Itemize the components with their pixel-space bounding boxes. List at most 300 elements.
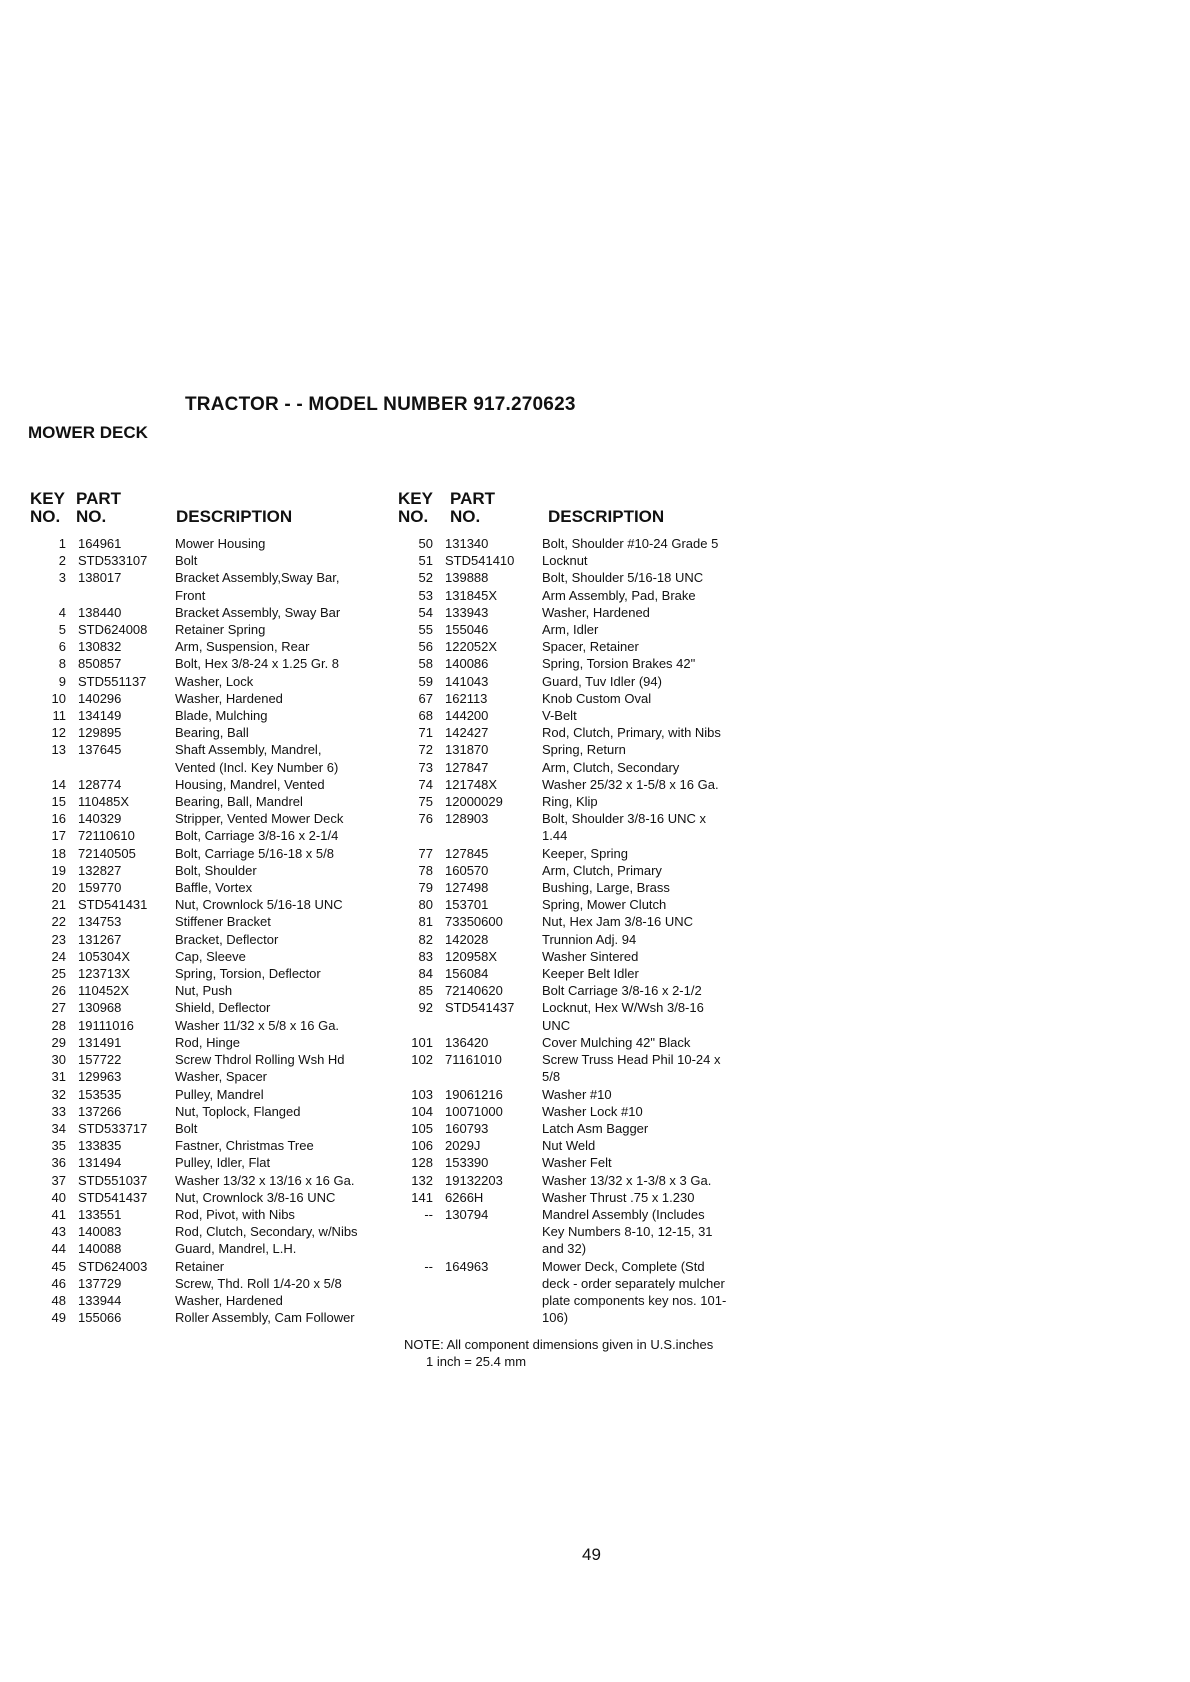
key-number: 78 (418, 862, 433, 878)
parts-row (407, 999, 767, 1033)
note-conversion: 1 inch = 25.4 mm (426, 1354, 527, 1369)
key-number: 74 (418, 776, 433, 792)
part-number: 137266 (78, 1103, 122, 1119)
part-description: Washer Felt (542, 1155, 612, 1171)
key-number: 35 (51, 1138, 66, 1154)
parts-list-right (407, 535, 767, 1326)
key-number: 2 (58, 553, 66, 569)
part-number: STD541437 (78, 1189, 148, 1205)
part-number: 133943 (445, 604, 489, 620)
parts-row (407, 741, 767, 758)
part-number: STD551137 (78, 673, 147, 689)
key-number: 44 (51, 1241, 66, 1257)
part-number: 19061216 (445, 1086, 503, 1102)
parts-row (407, 569, 767, 586)
part-number: 140329 (78, 811, 122, 827)
part-number: 19111016 (78, 1017, 134, 1033)
key-number: 53 (418, 587, 433, 603)
part-number: 138440 (78, 604, 122, 620)
parts-row (407, 621, 767, 638)
section-title: MOWER DECK (28, 423, 148, 442)
key-number: 83 (418, 948, 433, 964)
part-description: Spacer, Retainer (542, 639, 639, 655)
key-number: 32 (51, 1086, 66, 1102)
key-number: 3 (58, 570, 66, 586)
parts-row (40, 1103, 380, 1120)
parts-row (40, 931, 380, 948)
part-description: Bolt, Shoulder 3/8-16 UNC x 1.44 (542, 811, 707, 844)
part-number: 133835 (78, 1138, 122, 1154)
part-description: Mower Housing (175, 536, 266, 551)
part-description: Nut, Hex Jam 3/8-16 UNC (542, 914, 693, 930)
key-number: 34 (51, 1120, 66, 1136)
part-description: V-Belt (542, 708, 577, 724)
part-description: Bolt, Shoulder (175, 862, 257, 878)
key-number: 71 (418, 725, 433, 741)
parts-row (407, 965, 767, 982)
part-description: Pulley, Mandrel (175, 1086, 264, 1102)
parts-row (407, 1120, 767, 1137)
key-number: 26 (51, 983, 66, 999)
part-description: Bolt, Shoulder #10-24 Grade 5 (542, 536, 719, 551)
key-number: 73 (418, 759, 433, 775)
parts-row (40, 1034, 380, 1051)
key-number: 75 (418, 794, 433, 810)
part-number: 153701 (445, 897, 489, 913)
part-description: Spring, Torsion Brakes 42" (542, 656, 696, 672)
part-number: 2029J (445, 1138, 481, 1154)
part-description: Nut Weld (542, 1138, 596, 1154)
key-number: 51 (418, 553, 433, 569)
parts-row (407, 759, 767, 776)
part-number: 130832 (78, 639, 122, 655)
parts-row (40, 1223, 380, 1240)
part-description: Bolt (175, 553, 198, 569)
part-number: 131870 (445, 742, 489, 758)
parts-row (407, 1137, 767, 1154)
part-description: Screw, Thd. Roll 1/4-20 x 5/8 (175, 1275, 342, 1291)
part-description: Keeper Belt Idler (542, 966, 639, 982)
part-number: 131494 (78, 1155, 122, 1171)
part-description: Screw Truss Head Phil 10-24 x 5/8 (542, 1052, 721, 1085)
part-description: Ring, Klip (542, 794, 598, 810)
part-number: 162113 (445, 690, 488, 706)
parts-row (40, 1137, 380, 1154)
part-number: 72110610 (78, 828, 135, 844)
part-description: Shaft Assembly, Mandrel, Vented (Incl. Key Number 6) (175, 742, 339, 775)
key-number: 46 (51, 1275, 66, 1291)
part-number: 127847 (445, 759, 489, 775)
part-number: 129963 (78, 1069, 122, 1085)
key-number: 85 (418, 983, 433, 999)
parts-row (40, 569, 380, 603)
part-number: 19132203 (445, 1172, 503, 1188)
key-number: -- (424, 1258, 433, 1274)
part-description: Housing, Mandrel, Vented (175, 776, 325, 792)
part-number: 164963 (445, 1258, 489, 1274)
key-number: 50 (418, 536, 433, 551)
part-description: Baffle, Vortex (175, 880, 253, 896)
parts-row (407, 879, 767, 896)
parts-row (40, 604, 380, 621)
parts-row (407, 1034, 767, 1051)
part-description: Rod, Clutch, Primary, with Nibs (542, 725, 721, 741)
parts-row (40, 1258, 380, 1275)
part-description: Keeper, Spring (542, 845, 629, 861)
key-number: 106 (411, 1138, 433, 1154)
part-description: Retainer (175, 1258, 225, 1274)
part-description: Bearing, Ball, Mandrel (175, 794, 303, 810)
parts-row (40, 690, 380, 707)
key-number: 43 (51, 1224, 66, 1240)
key-number: 59 (418, 673, 433, 689)
part-number: 105304X (78, 948, 131, 964)
parts-row (407, 776, 767, 793)
header-no-left: NO. (30, 507, 61, 526)
part-description: Nut, Push (175, 983, 233, 999)
key-number: 10 (51, 690, 66, 706)
key-number: 52 (418, 570, 433, 586)
part-description: Washer, Spacer (175, 1069, 268, 1085)
parts-row (407, 1189, 767, 1206)
part-description: Arm Assembly, Pad, Brake (542, 587, 696, 603)
parts-row (40, 827, 380, 844)
parts-row (40, 776, 380, 793)
key-number: -- (424, 1206, 433, 1222)
parts-row (40, 982, 380, 999)
part-number: 72140620 (445, 983, 503, 999)
key-number: 104 (411, 1103, 433, 1119)
parts-row (407, 810, 767, 844)
parts-row (407, 1206, 767, 1258)
part-number: 71161010 (445, 1052, 502, 1068)
key-number: 21 (51, 897, 66, 913)
header-description-left: DESCRIPTION (176, 507, 293, 526)
part-number: 142028 (445, 931, 489, 947)
part-number: 130968 (78, 1000, 122, 1016)
note (404, 1336, 713, 1370)
page-number: 49 (582, 1545, 601, 1564)
parts-row (40, 1309, 380, 1326)
key-number: 128 (411, 1155, 433, 1171)
part-description: Locknut, Hex W/Wsh 3/8-16 UNC (542, 1000, 704, 1033)
part-number: 153535 (78, 1086, 122, 1102)
part-description: Roller Assembly, Cam Follower (175, 1310, 355, 1326)
part-description: Bolt, Carriage 3/8-16 x 2-1/4 (175, 828, 339, 844)
part-number: 131845X (445, 587, 498, 603)
parts-row (407, 638, 767, 655)
parts-row (40, 793, 380, 810)
key-number: 18 (51, 845, 66, 861)
part-description: Screw Thdrol Rolling Wsh Hd (175, 1052, 345, 1068)
part-number: 140083 (78, 1224, 122, 1240)
part-number: STD533107 (78, 553, 148, 569)
parts-row (40, 845, 380, 862)
parts-row (40, 673, 380, 690)
page-title: TRACTOR - - MODEL NUMBER 917.270623 (185, 394, 576, 415)
part-number: 110485X (78, 794, 130, 810)
part-description: Washer Sintered (542, 948, 639, 964)
key-number: 11 (52, 708, 66, 724)
key-number: 16 (51, 811, 66, 827)
parts-row (407, 948, 767, 965)
parts-row (407, 1051, 767, 1085)
parts-row (40, 896, 380, 913)
parts-row (40, 1275, 380, 1292)
parts-row (40, 724, 380, 741)
part-number: 131340 (445, 536, 489, 551)
part-number: 850857 (78, 656, 122, 672)
part-description: Bearing, Ball (175, 725, 249, 741)
part-number: 121748X (445, 776, 498, 792)
parts-row (407, 1258, 767, 1327)
part-description: Mower Deck, Complete (Std deck - order separately mulcher plate components key nos. 101- 106) (542, 1258, 727, 1326)
parts-row (40, 1017, 380, 1034)
parts-row (40, 1068, 380, 1085)
part-description: Washer, Lock (175, 673, 254, 689)
part-number: 122052X (445, 639, 498, 655)
part-description: Bracket, Deflector (175, 931, 279, 947)
part-description: Washer 11/32 x 5/8 x 16 Ga. (175, 1017, 340, 1033)
part-description: Latch Asm Bagger (542, 1120, 649, 1136)
key-number: 102 (411, 1052, 433, 1068)
part-number: 133551 (78, 1206, 122, 1222)
part-description: Fastner, Christmas Tree (175, 1138, 314, 1154)
part-description: Cap, Sleeve (175, 948, 246, 964)
part-number: STD551037 (78, 1172, 148, 1188)
parts-row (40, 1292, 380, 1309)
part-number: 127845 (445, 845, 489, 861)
part-description: Washer Lock #10 (542, 1103, 643, 1119)
key-number: 31 (51, 1069, 66, 1085)
part-number: 139888 (445, 570, 489, 586)
part-description: Arm, Idler (542, 622, 599, 638)
part-description: Rod, Hinge (175, 1034, 241, 1050)
parts-row (407, 982, 767, 999)
part-description: Trunnion Adj. 94 (542, 931, 637, 947)
parts-row (407, 535, 767, 552)
header-part-no-right: NO. (450, 507, 481, 526)
part-number: 110452X (78, 983, 130, 999)
key-number: 82 (418, 931, 433, 947)
parts-row (407, 1172, 767, 1189)
parts-row (40, 638, 380, 655)
parts-row (40, 1154, 380, 1171)
part-number: 132827 (78, 862, 122, 878)
key-number: 48 (51, 1292, 66, 1308)
part-description: Pulley, Idler, Flat (175, 1155, 271, 1171)
part-description: Guard, Mandrel, L.H. (175, 1241, 297, 1257)
part-description: Washer 13/32 x 13/16 x 16 Ga. (175, 1172, 355, 1188)
parts-row (407, 931, 767, 948)
parts-row (40, 862, 380, 879)
parts-row (40, 535, 380, 552)
part-description: Washer #10 (542, 1086, 612, 1102)
part-number: 141043 (445, 673, 489, 689)
key-number: 58 (418, 656, 433, 672)
part-number: 131491 (78, 1034, 122, 1050)
parts-row (40, 948, 380, 965)
key-number: 141 (411, 1189, 433, 1205)
part-number: 160793 (445, 1120, 489, 1136)
key-number: 29 (51, 1034, 66, 1050)
part-number: STD541431 (78, 897, 148, 913)
part-description: Washer, Hardened (175, 1292, 283, 1308)
part-number: 128903 (445, 811, 489, 827)
parts-row (407, 896, 767, 913)
parts-row (40, 655, 380, 672)
key-number: 9 (58, 673, 66, 689)
key-number: 77 (418, 845, 433, 861)
key-number: 45 (51, 1258, 66, 1274)
part-number: 142427 (445, 725, 489, 741)
part-number: 140296 (78, 690, 122, 706)
key-number: 13 (51, 742, 66, 758)
parts-row (40, 552, 380, 569)
part-number: STD541437 (445, 1000, 515, 1016)
part-description: Cover Mulching 42" Black (542, 1034, 691, 1050)
part-description: Nut, Crownlock 3/8-16 UNC (175, 1189, 336, 1205)
parts-row (40, 1172, 380, 1189)
key-number: 72 (418, 742, 433, 758)
header-part-right: PART (450, 489, 496, 508)
key-number: 81 (418, 914, 433, 930)
parts-row (407, 655, 767, 672)
part-description: Washer 25/32 x 1-5/8 x 16 Ga. (542, 776, 719, 792)
key-number: 8 (58, 656, 66, 672)
key-number: 19 (51, 862, 66, 878)
key-number: 6 (58, 639, 66, 655)
parts-row (407, 690, 767, 707)
parts-row (407, 707, 767, 724)
note-text: NOTE: All component dimensions given in U.S.inches (404, 1337, 714, 1352)
parts-row (40, 1240, 380, 1257)
part-description: Rod, Clutch, Secondary, w/Nibs (175, 1224, 358, 1240)
key-number: 17 (51, 828, 66, 844)
parts-row (407, 587, 767, 604)
header-part-left: PART (76, 489, 122, 508)
part-description: Nut, Crownlock 5/16-18 UNC (175, 897, 343, 913)
key-number: 12 (51, 725, 66, 741)
key-number: 28 (51, 1017, 66, 1033)
part-number: 155066 (78, 1310, 122, 1326)
part-number: 12000029 (445, 794, 503, 810)
part-description: Bracket Assembly, Sway Bar (175, 604, 341, 620)
part-description: Bracket Assembly,Sway Bar, Front (175, 570, 340, 603)
key-number: 84 (418, 966, 433, 982)
part-number: 153390 (445, 1155, 489, 1171)
key-number: 105 (411, 1120, 433, 1136)
part-number: 140086 (445, 656, 489, 672)
part-number: 128774 (78, 776, 122, 792)
key-number: 25 (51, 966, 66, 982)
part-description: Spring, Return (542, 742, 626, 758)
key-number: 30 (51, 1052, 66, 1068)
part-description: Bolt (175, 1120, 198, 1136)
part-number: STD533717 (78, 1120, 148, 1136)
parts-row (40, 1206, 380, 1223)
parts-row (40, 1189, 380, 1206)
parts-row (40, 1051, 380, 1068)
key-number: 132 (411, 1172, 433, 1188)
part-description: Washer, Hardened (542, 604, 650, 620)
part-number: 130794 (445, 1206, 489, 1222)
parts-row (407, 1103, 767, 1120)
part-number: 144200 (445, 708, 489, 724)
part-description: Locknut (542, 553, 588, 569)
part-description: Washer Thrust .75 x 1.230 (542, 1189, 695, 1205)
parts-row (407, 1154, 767, 1171)
part-description: Mandrel Assembly (Includes Key Numbers 8-10, 12-15, 31 and 32) (542, 1206, 713, 1257)
part-number: 129895 (78, 725, 122, 741)
part-number: 138017 (78, 570, 122, 586)
part-description: Washer 13/32 x 1-3/8 x 3 Ga. (542, 1172, 712, 1188)
key-number: 23 (51, 931, 66, 947)
part-description: Bolt, Shoulder 5/16-18 UNC (542, 570, 704, 586)
header-no-right: NO. (398, 507, 429, 526)
key-number: 79 (418, 880, 433, 896)
parts-row (40, 999, 380, 1016)
key-number: 14 (51, 776, 66, 792)
parts-row (407, 724, 767, 741)
parts-row (407, 913, 767, 930)
parts-row (407, 793, 767, 810)
part-number: 164961 (78, 536, 122, 551)
part-description: Washer, Hardened (175, 690, 283, 706)
key-number: 68 (418, 708, 433, 724)
part-description: Spring, Torsion, Deflector (175, 966, 321, 982)
part-number: 156084 (445, 966, 489, 982)
parts-row (407, 845, 767, 862)
part-description: Knob Custom Oval (542, 690, 652, 706)
part-number: 159770 (78, 880, 122, 896)
part-number: 72140505 (78, 845, 136, 861)
key-number: 41 (51, 1206, 66, 1222)
parts-row (407, 673, 767, 690)
part-number: 123713X (78, 966, 131, 982)
parts-row (40, 1120, 380, 1137)
parts-row (40, 965, 380, 982)
key-number: 1 (58, 536, 66, 551)
key-number: 80 (418, 897, 433, 913)
part-description: Bolt Carriage 3/8-16 x 2-1/2 (542, 983, 702, 999)
key-number: 33 (51, 1103, 66, 1119)
part-number: 136420 (445, 1034, 489, 1050)
parts-row (407, 1086, 767, 1103)
part-description: Bushing, Large, Brass (542, 880, 670, 896)
part-number: 134149 (78, 708, 122, 724)
key-number: 54 (418, 604, 433, 620)
part-number: 131267 (78, 931, 122, 947)
part-number: STD541410 (445, 553, 515, 569)
parts-row (407, 862, 767, 879)
part-description: Shield, Deflector (175, 1000, 271, 1016)
parts-row (40, 741, 380, 775)
key-number: 22 (51, 914, 66, 930)
part-number: 140088 (78, 1241, 122, 1257)
part-number: 73350600 (445, 914, 503, 930)
key-number: 103 (411, 1086, 433, 1102)
part-description: Bolt, Hex 3/8-24 x 1.25 Gr. 8 (175, 656, 340, 672)
part-description: Blade, Mulching (175, 708, 268, 724)
key-number: 49 (51, 1310, 66, 1326)
key-number: 36 (51, 1155, 66, 1171)
parts-row (40, 879, 380, 896)
part-description: Nut, Toplock, Flanged (175, 1103, 301, 1119)
part-description: Retainer Spring (175, 622, 266, 638)
key-number: 56 (418, 639, 433, 655)
parts-row (40, 913, 380, 930)
